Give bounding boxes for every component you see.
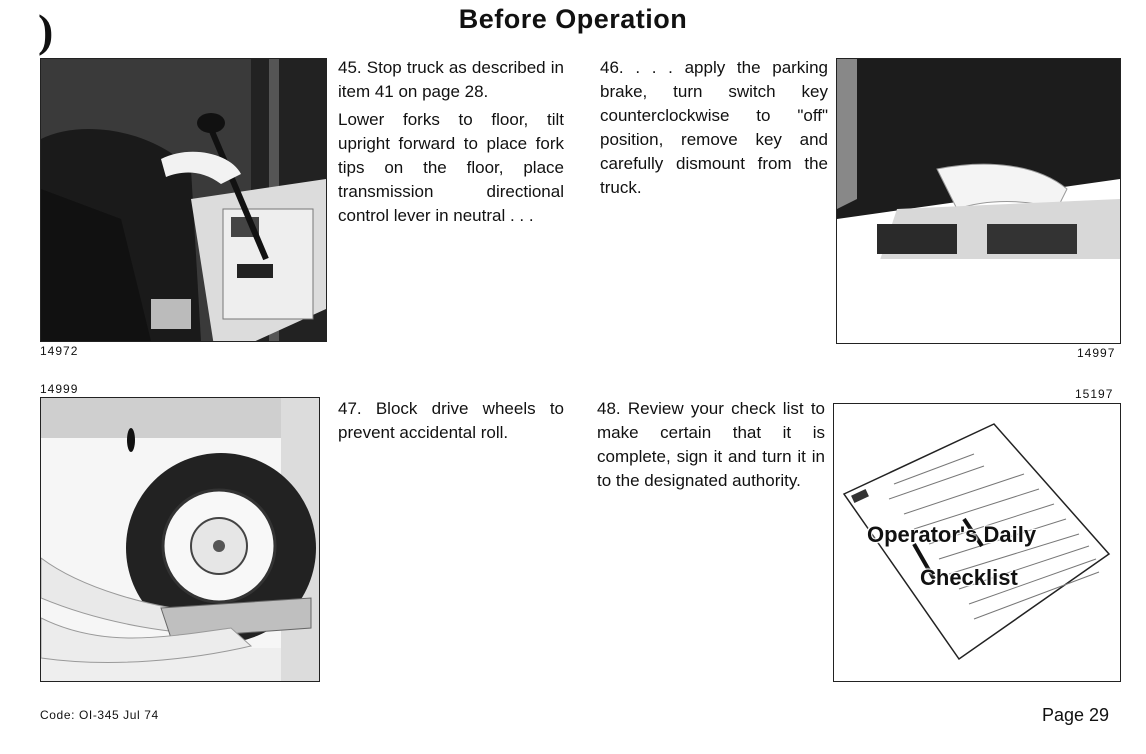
photo-key-switch	[836, 58, 1121, 344]
checklist-label-line2: Checklist	[920, 565, 1018, 590]
photo-wheel-block	[40, 397, 320, 682]
item-45-para-1: 45. Stop truck as described in item 41 on page 28.	[338, 58, 564, 101]
item-47-para-1: 47. Block drive wheels to prevent accidental roll.	[338, 399, 564, 442]
photo-checklist	[833, 403, 1121, 682]
margin-mark: )	[38, 5, 54, 56]
item-45-para-2: Lower forks to floor, tilt upright forward to place fork tips on the floor, place transmission directional control lever in neutral . . .	[338, 110, 564, 225]
item-48-para-1: 48. Review your check list to make certain that it is complete, sign it and turn it in to the designated authority.	[597, 399, 825, 490]
page-title: Before Operation	[458, 4, 688, 34]
item-47-text	[338, 397, 564, 445]
footer-code: Code: OI-345 Jul 74	[40, 708, 159, 722]
photo-ref-14999: 14999	[40, 382, 79, 396]
key-illustration	[837, 59, 1120, 343]
item-48-text	[597, 397, 825, 493]
photo-ref-14972: 14972	[40, 344, 79, 358]
photo-control-lever	[40, 58, 327, 342]
wheel-illustration	[41, 398, 319, 681]
item-46-para-1: 46. . . . apply the parking brake, turn switch key counterclockwise to "off" position, remove key and carefully dismount from the truck.	[600, 58, 828, 197]
photo-ref-15197: 15197	[1075, 387, 1114, 401]
page-number: Page 29	[1042, 705, 1110, 725]
checklist-label-line1: Operator's Daily	[867, 522, 1037, 547]
lever-illustration	[41, 59, 326, 341]
photo-ref-14997: 14997	[1077, 346, 1116, 360]
item-45-text	[338, 56, 564, 228]
item-46-text	[600, 56, 828, 200]
